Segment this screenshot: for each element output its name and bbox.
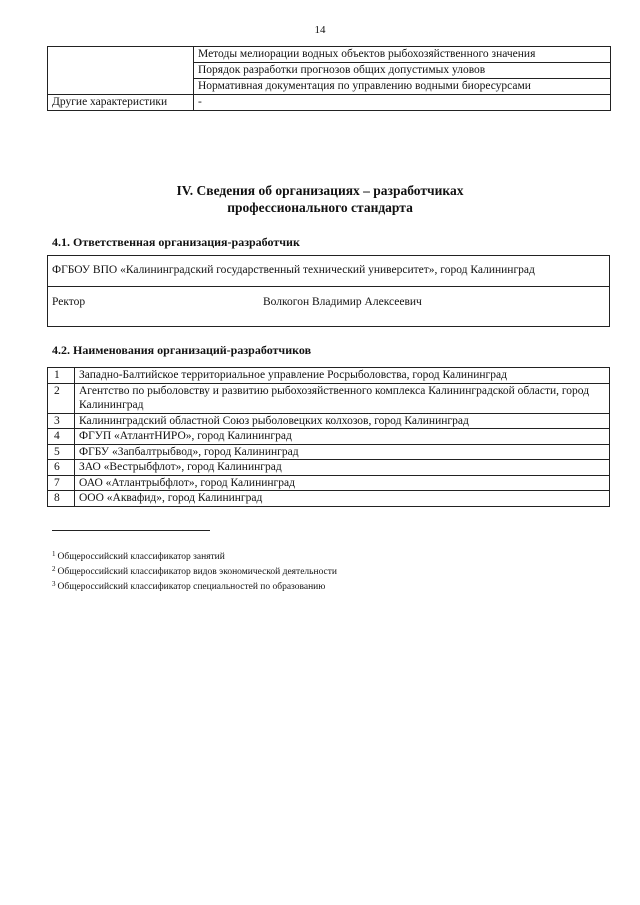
divider xyxy=(48,286,609,287)
table-row xyxy=(48,383,610,413)
organization-cell: ЗАО «Вестрыбфлот», город Калининград xyxy=(75,460,610,476)
other-characteristics-value: - xyxy=(194,95,611,111)
footnote-mark: 3 xyxy=(52,580,56,588)
row-number: 2 xyxy=(48,383,75,413)
other-characteristics-label: Другие характеристики xyxy=(48,95,194,111)
organization-cell: ФГБУ «Запбалтрыбвод», город Калининград xyxy=(75,444,610,460)
organization-cell: ООО «Аквафид», город Калининград xyxy=(75,491,610,507)
table-row xyxy=(48,413,610,429)
row-number: 8 xyxy=(48,491,75,507)
table-row xyxy=(48,460,610,476)
developers-table xyxy=(47,367,610,507)
head-role: Ректор xyxy=(52,296,86,308)
method-cell: Порядок разработки прогнозов общих допустимых уловов xyxy=(194,63,611,79)
organization-cell: Калининградский областной Союз рыболовецких колхозов, город Калининград xyxy=(75,413,610,429)
row-number: 1 xyxy=(48,368,75,384)
footnote-mark: 2 xyxy=(52,565,56,573)
row-number: 6 xyxy=(48,460,75,476)
developers-heading: 4.2. Наименования организаций-разработчиков xyxy=(52,343,312,357)
head-name: Волкогон Владимир Алексеевич xyxy=(263,296,422,308)
footnote-text: Общероссийский классификатор занятий xyxy=(57,552,225,562)
organization-cell: ОАО «Атлантрыбфлот», город Калининград xyxy=(75,475,610,491)
footnotes xyxy=(52,548,337,593)
table-row xyxy=(48,95,611,111)
footnote xyxy=(52,563,337,578)
organization-cell: ФГУП «АтлантНИРО», город Калининград xyxy=(75,429,610,445)
footnote xyxy=(52,548,337,563)
table-row xyxy=(48,475,610,491)
empty-label-cell xyxy=(48,47,194,95)
table-row xyxy=(48,368,610,384)
section-title-line: IV. Сведения об организациях – разработчиках xyxy=(176,183,464,198)
page-number: 14 xyxy=(314,24,326,36)
row-number: 7 xyxy=(48,475,75,491)
table-row xyxy=(48,491,610,507)
row-number: 5 xyxy=(48,444,75,460)
method-cell: Методы мелиорации водных объектов рыбохозяйственного значения xyxy=(194,47,611,63)
table-row xyxy=(48,429,610,445)
section-title-line: профессионального стандарта xyxy=(227,200,413,215)
organization-cell: Агентство по рыболовству и развитию рыбохозяйственного комплекса Калининградской области, город Калининград xyxy=(75,383,610,413)
characteristics-table xyxy=(47,46,611,111)
table-row xyxy=(48,444,610,460)
organization-name: ФГБОУ ВПО «Калининградский государственный технический университет», город Калининград xyxy=(52,264,535,276)
row-number: 4 xyxy=(48,429,75,445)
responsible-heading: 4.1. Ответственная организация-разработчик xyxy=(52,235,300,249)
footnote-separator xyxy=(52,530,210,531)
responsible-organization-box xyxy=(47,255,610,327)
row-number: 3 xyxy=(48,413,75,429)
footnote xyxy=(52,578,337,593)
organization-cell: Западно-Балтийское территориальное управление Росрыболовства, город Калининград xyxy=(75,368,610,384)
footnote-mark: 1 xyxy=(52,550,56,558)
table-row xyxy=(48,47,611,63)
method-cell: Нормативная документация по управлению водными биоресурсами xyxy=(194,79,611,95)
section-title xyxy=(0,182,640,216)
footnote-text: Общероссийский классификатор видов экономической деятельности xyxy=(57,567,338,577)
footnote-text: Общероссийский классификатор специальностей по образованию xyxy=(57,582,326,592)
